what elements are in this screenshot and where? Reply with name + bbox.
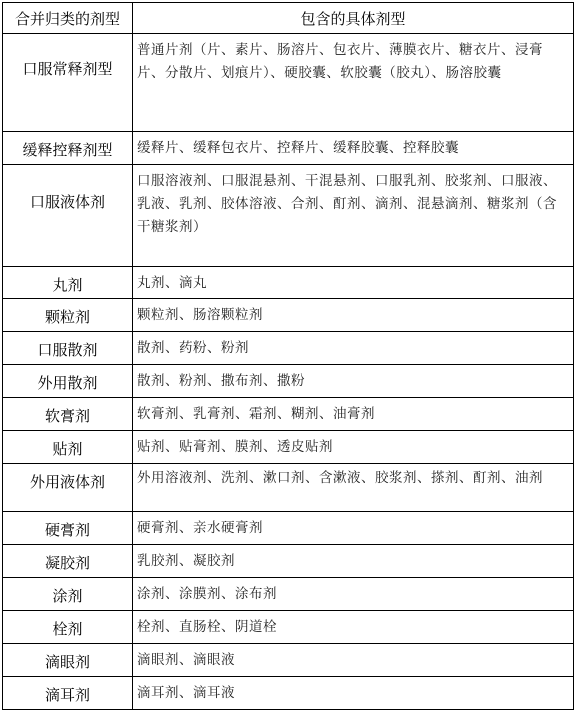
category-cell: 口服常释剂型 [3, 34, 133, 132]
category-cell: 凝胶剂 [3, 545, 133, 578]
table-row [3, 545, 574, 578]
table-row [3, 431, 574, 464]
items-cell: 滴眼剂、滴眼液 [133, 644, 574, 677]
items-cell: 缓释片、缓释包衣片、控释片、缓释胶囊、控释胶囊 [133, 132, 574, 165]
category-cell: 外用散剂 [3, 365, 133, 398]
category-cell: 硬膏剂 [3, 512, 133, 545]
category-cell: 颗粒剂 [3, 299, 133, 332]
items-cell: 硬膏剂、亲水硬膏剂 [133, 512, 574, 545]
header-category: 合并归类的剂型 [3, 3, 133, 34]
table-row [3, 132, 574, 165]
items-cell: 乳胶剂、凝胶剂 [133, 545, 574, 578]
table-row [3, 398, 574, 431]
category-cell: 口服散剂 [3, 332, 133, 365]
table-row [3, 267, 574, 299]
table-row [3, 578, 574, 611]
table-row [3, 299, 574, 332]
category-cell: 滴眼剂 [3, 644, 133, 677]
category-cell: 软膏剂 [3, 398, 133, 431]
items-cell: 口服溶液剂、口服混悬剂、干混悬剂、口服乳剂、胶浆剂、口服液、乳液、乳剂、胶体溶液、合剂、酊剂、滴剂、混悬滴剂、糖浆剂（含干糖浆剂） [133, 165, 574, 267]
table-row [3, 611, 574, 644]
table-row [3, 165, 574, 267]
items-cell: 软膏剂、乳膏剂、霜剂、糊剂、油膏剂 [133, 398, 574, 431]
items-cell: 普通片剂（片、素片、肠溶片、包衣片、薄膜衣片、糖衣片、浸膏片、分散片、划痕片）、硬胶囊、软胶囊（胶丸）、肠溶胶囊 [133, 34, 574, 132]
category-cell: 外用液体剂 [3, 464, 133, 512]
items-cell: 贴剂、贴膏剂、膜剂、透皮贴剂 [133, 431, 574, 464]
items-cell: 散剂、粉剂、撒布剂、撒粉 [133, 365, 574, 398]
table-row [3, 365, 574, 398]
category-cell: 栓剂 [3, 611, 133, 644]
table-row [3, 677, 574, 710]
table-row [3, 512, 574, 545]
items-cell: 栓剂、直肠栓、阴道栓 [133, 611, 574, 644]
table-row [3, 34, 574, 132]
items-cell: 颗粒剂、肠溶颗粒剂 [133, 299, 574, 332]
items-cell: 散剂、药粉、粉剂 [133, 332, 574, 365]
items-cell: 滴耳剂、滴耳液 [133, 677, 574, 710]
items-cell: 外用溶液剂、洗剂、漱口剂、含漱液、胶浆剂、搽剂、酊剂、油剂 [133, 464, 574, 512]
items-cell: 丸剂、滴丸 [133, 267, 574, 299]
category-cell: 涂剂 [3, 578, 133, 611]
dosage-form-table [2, 2, 574, 710]
category-cell: 滴耳剂 [3, 677, 133, 710]
header-items: 包含的具体剂型 [133, 3, 574, 34]
category-cell: 口服液体剂 [3, 165, 133, 267]
category-cell: 贴剂 [3, 431, 133, 464]
items-cell: 涂剂、涂膜剂、涂布剂 [133, 578, 574, 611]
category-cell: 丸剂 [3, 267, 133, 299]
table-row [3, 332, 574, 365]
table-row [3, 464, 574, 512]
category-cell: 缓释控释剂型 [3, 132, 133, 165]
header-row [3, 3, 574, 34]
table-row [3, 644, 574, 677]
